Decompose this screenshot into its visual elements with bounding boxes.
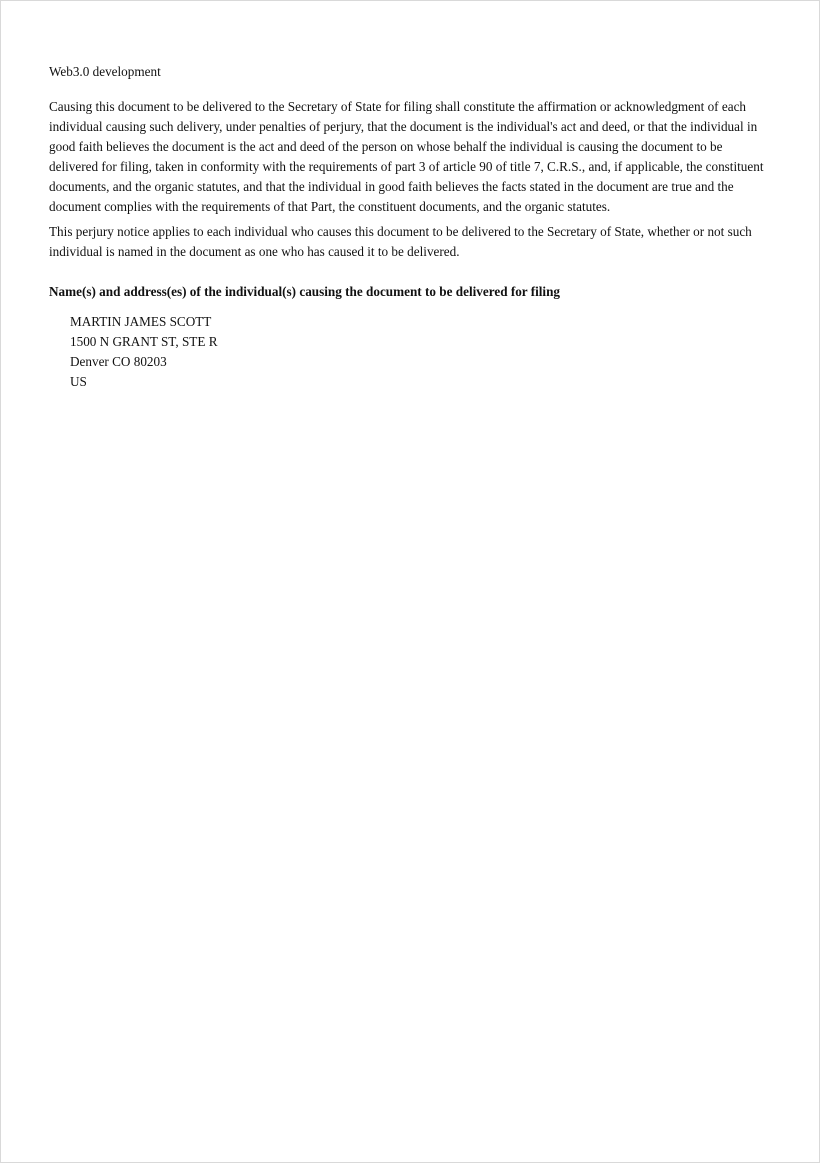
filer-section-heading: Name(s) and address(es) of the individual(s) causing the document to be delivered for filing bbox=[49, 284, 561, 299]
filer-city-state-zip: Denver CO 80203 bbox=[70, 354, 167, 369]
filer-street-address: 1500 N GRANT ST, STE R bbox=[70, 334, 218, 349]
affirmation-paragraph: Causing this document to be delivered to the Secretary of State for filing shall constitute the affirmation or acknowledgment of each individual causing such delivery, under penalties of perjury, that the document is the individual's act and deed, or that the individual in good faith believes the document is the act and deed of the person on whose behalf the individual is causing the document to be delivered for filing, taken in conformity with the requirements of part 3 of article 90 of title 7, C.R.S., and, if applicable, the constituent documents, and the organic statutes, and that the individual in good faith believes the facts stated in the document are true and the document complies with the requirements of that Part, the constituent documents, and the organic statutes. bbox=[49, 99, 764, 214]
filer-address-block bbox=[70, 312, 771, 392]
perjury-notice-paragraph: This perjury notice applies to each individual who causes this document to be delivered to the Secretary of State, whether or not such individual is named in the document as one who has caused it to be delivered. bbox=[49, 224, 752, 259]
document-content bbox=[49, 62, 771, 392]
filer-name: MARTIN JAMES SCOTT bbox=[70, 314, 212, 329]
filer-country: US bbox=[70, 374, 87, 389]
business-purpose-text: Web3.0 development bbox=[49, 64, 161, 79]
